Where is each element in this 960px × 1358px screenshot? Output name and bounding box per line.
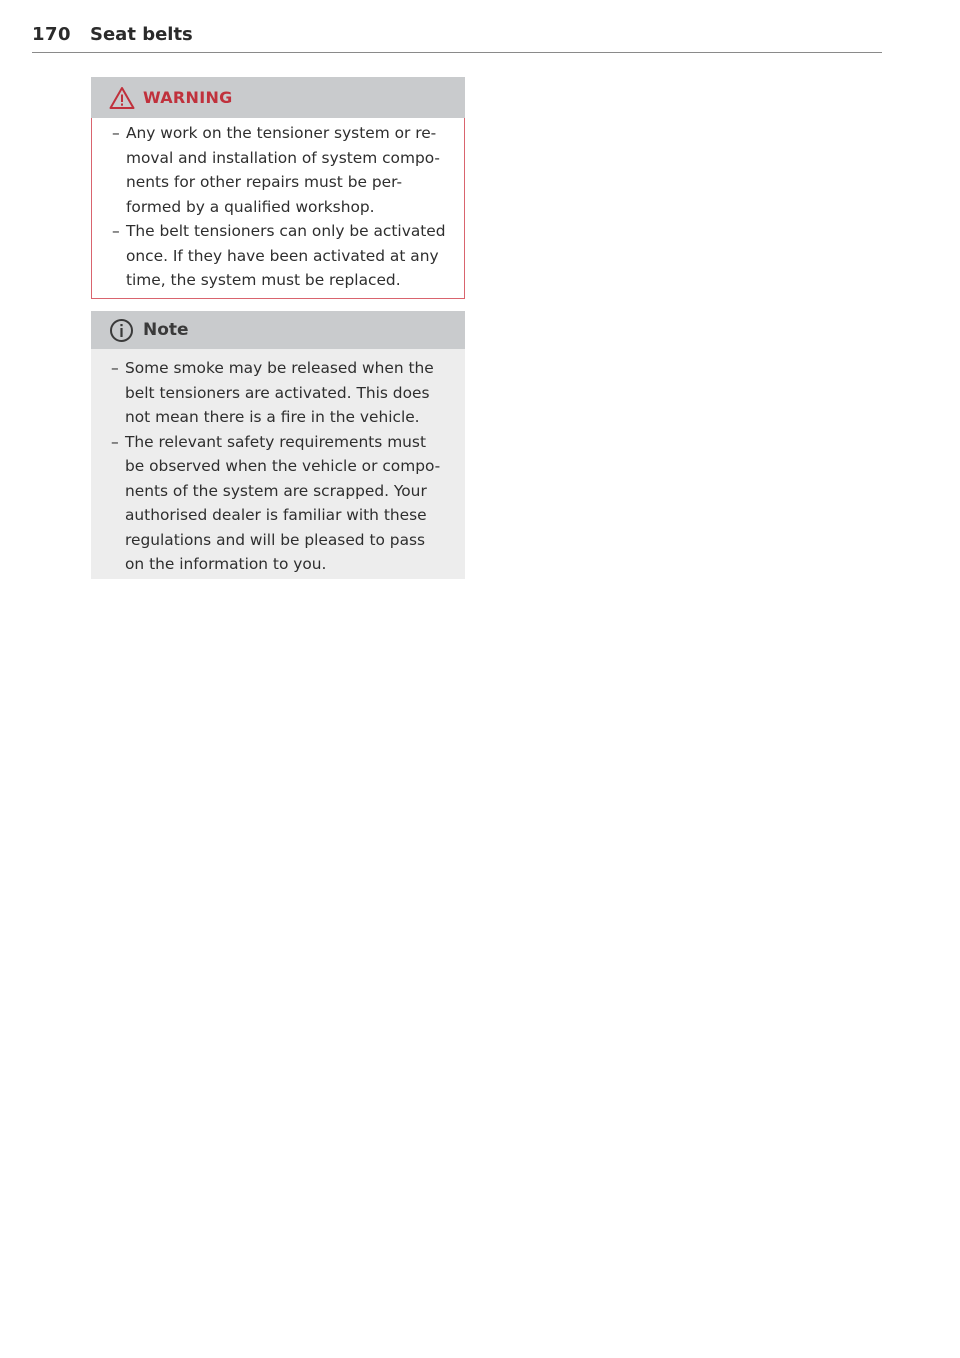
list-dash: – bbox=[112, 222, 120, 240]
note-item-2 bbox=[111, 430, 445, 577]
page-header bbox=[32, 22, 882, 53]
note-box bbox=[91, 311, 465, 579]
note-title: Note bbox=[143, 320, 189, 340]
text-line: Any work on the tensioner system or re- bbox=[126, 124, 437, 142]
text-line: time, the system must be replaced. bbox=[126, 271, 401, 289]
text-line: regulations and will be pleased to pass bbox=[125, 530, 426, 549]
text-line: not mean there is a fire in the vehicle. bbox=[125, 408, 420, 426]
text-line: formed by a qualified workshop. bbox=[126, 197, 375, 216]
text-line: authorised dealer is familiar with these bbox=[125, 506, 427, 524]
warning-header bbox=[91, 77, 465, 118]
section-title: Seat belts bbox=[90, 24, 193, 45]
list-dash: – bbox=[112, 124, 120, 142]
warning-triangle-icon bbox=[109, 86, 135, 110]
text-line: The relevant safety requirements must bbox=[125, 432, 426, 451]
text-line: Some smoke may be released when the bbox=[125, 359, 434, 377]
note-item-1 bbox=[111, 356, 445, 430]
warning-item-2 bbox=[112, 219, 446, 293]
note-header bbox=[91, 311, 465, 349]
text-line: moval and installation of system compo- bbox=[126, 148, 440, 167]
text-line: The belt tensioners can only be activated bbox=[126, 222, 446, 240]
list-dash: – bbox=[111, 359, 119, 377]
page-number: 170 bbox=[32, 24, 72, 45]
info-circle-icon bbox=[109, 318, 134, 343]
warning-title: WARNING bbox=[143, 88, 233, 107]
warning-box bbox=[91, 77, 465, 299]
warning-body bbox=[92, 121, 464, 293]
text-line: nents for other repairs must be per- bbox=[126, 173, 403, 191]
text-line: belt tensioners are activated. This does bbox=[125, 383, 430, 402]
note-body bbox=[91, 356, 465, 577]
warning-item-1 bbox=[112, 121, 446, 219]
list-dash: – bbox=[111, 432, 119, 451]
text-line: once. If they have been activated at any bbox=[126, 246, 439, 265]
text-line: nents of the system are scrapped. Your bbox=[125, 481, 427, 500]
text-line: be observed when the vehicle or compo- bbox=[125, 457, 441, 475]
text-line: on the information to you. bbox=[125, 555, 327, 573]
